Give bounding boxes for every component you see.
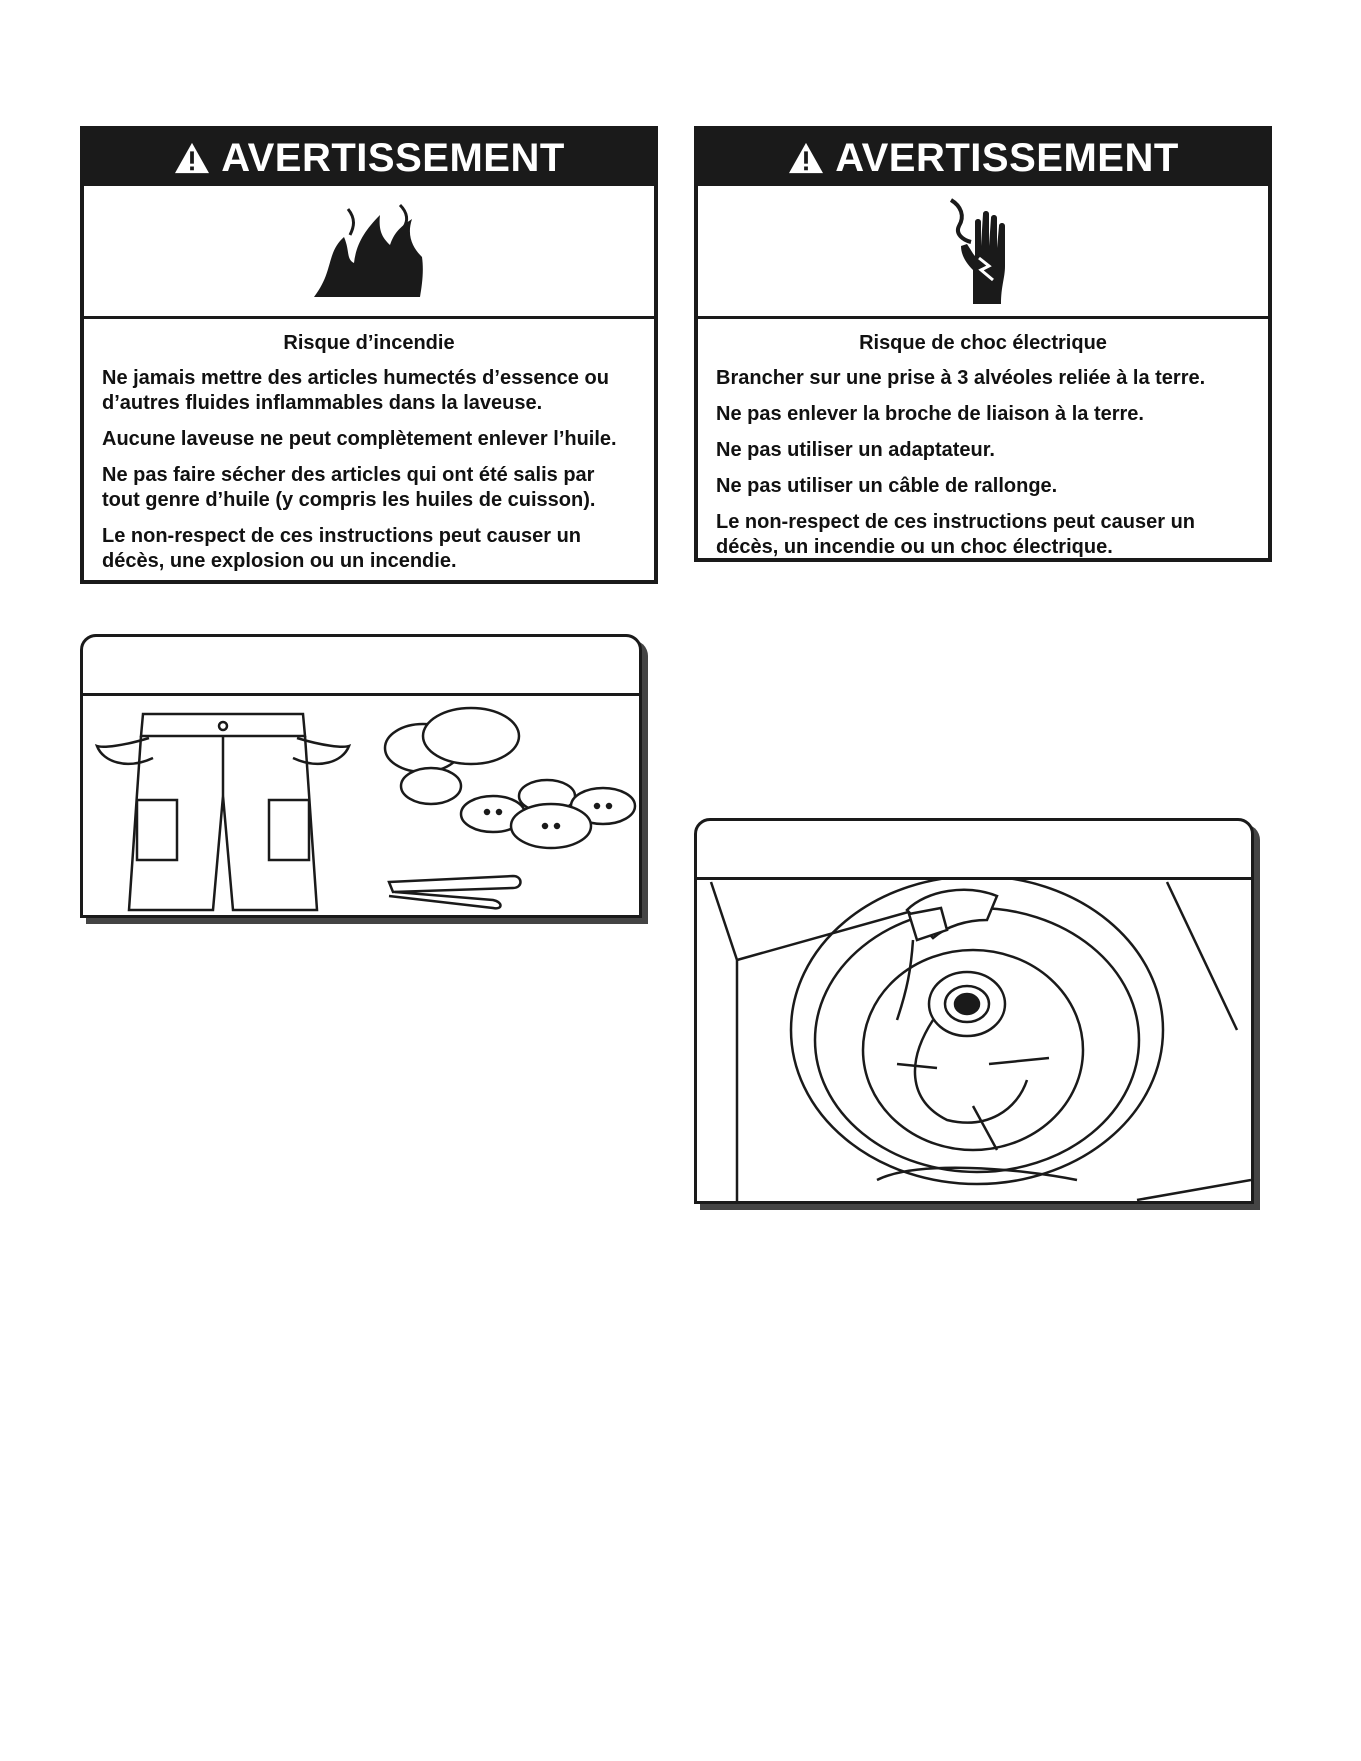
warning-paragraph: Le non-respect de ces instructions peut causer un décès, un incendie ou un choc électrique. bbox=[716, 511, 1196, 558]
alert-triangle-icon bbox=[173, 141, 211, 175]
warning-paragraph: Aucune laveuse ne peut complètement enlever l’huile. bbox=[102, 428, 617, 450]
warning-paragraph: Ne pas utiliser un adaptateur. bbox=[716, 439, 995, 461]
washer-detergent-illustration bbox=[694, 818, 1254, 1204]
pants-icon bbox=[97, 714, 349, 910]
warning-header-text: AVERTISSEMENT bbox=[835, 135, 1179, 180]
warning-paragraph: Ne pas utiliser un câble de rallonge. bbox=[716, 475, 1058, 497]
fire-icon-panel bbox=[84, 186, 654, 319]
warning-paragraph: Ne pas enlever la broche de liaison à la terre. bbox=[716, 403, 1144, 425]
safety-pins-icon bbox=[389, 876, 521, 908]
illustration-tab-bar bbox=[83, 637, 639, 696]
fire-icon bbox=[304, 201, 434, 301]
warning-body bbox=[84, 319, 654, 588]
illustration-tab-bar bbox=[697, 821, 1251, 880]
warning-paragraph: Le non-respect de ces instructions peut causer un décès, une explosion ou un incendie. bbox=[102, 525, 582, 572]
empty-pockets-illustration bbox=[80, 634, 642, 918]
warning-header bbox=[698, 130, 1268, 186]
coins-icon bbox=[385, 708, 519, 804]
washer-drum-icon bbox=[791, 880, 1163, 1184]
buttons-icon bbox=[461, 780, 635, 848]
electric-shock-hand-icon bbox=[943, 196, 1023, 306]
warning-subtitle: Risque de choc électrique bbox=[859, 332, 1107, 354]
warning-paragraph: Brancher sur une prise à 3 alvéoles reliée à la terre. bbox=[716, 367, 1206, 389]
alert-triangle-icon bbox=[787, 141, 825, 175]
electric-shock-icon-panel bbox=[698, 186, 1268, 319]
warning-subtitle: Risque d’incendie bbox=[283, 332, 455, 354]
warning-box-fire bbox=[80, 126, 658, 584]
warning-paragraph: Ne pas faire sécher des articles qui ont été salis par tout genre d’huile (y compris les huiles de cuisson). bbox=[102, 464, 596, 511]
warning-header bbox=[84, 130, 654, 186]
warning-header-text: AVERTISSEMENT bbox=[221, 135, 565, 180]
warning-box-electric bbox=[694, 126, 1272, 562]
warning-paragraph: Ne jamais mettre des articles humectés d’essence ou d’autres fluides inflammables dans la laveuse. bbox=[102, 367, 609, 414]
warning-body bbox=[698, 319, 1268, 574]
